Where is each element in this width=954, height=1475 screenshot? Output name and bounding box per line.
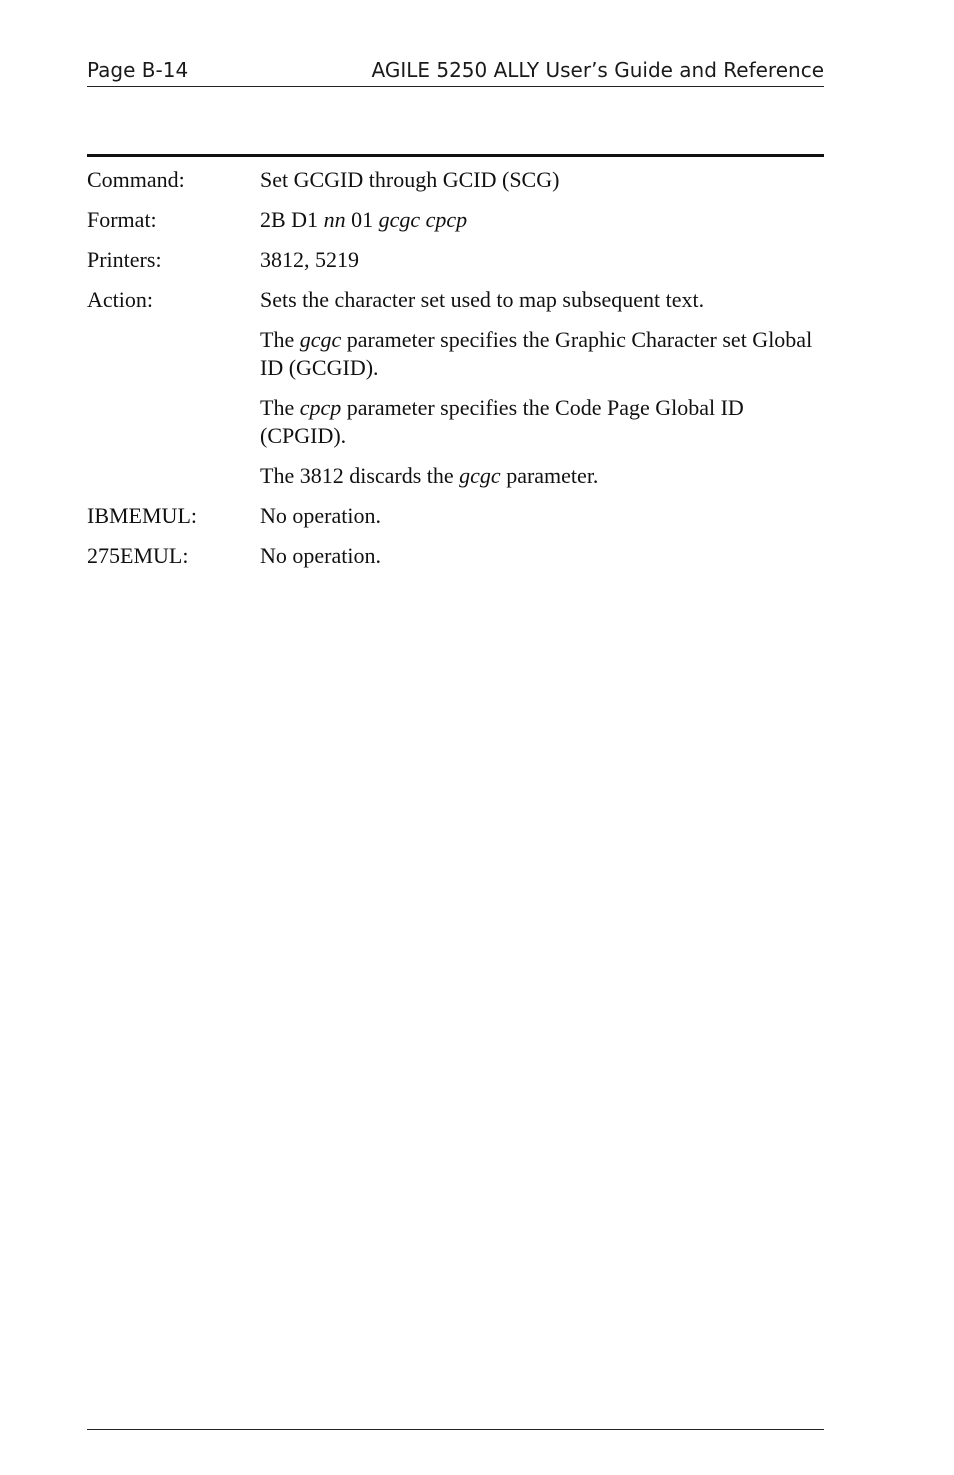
275emul-label: 275EMUL:: [87, 543, 189, 568]
action-paragraph-3: [260, 394, 824, 450]
printers-value: 3812, 5219: [260, 247, 359, 272]
action-p2-start: The: [260, 327, 300, 352]
format-param-cpcp: cpcp: [425, 207, 468, 232]
format-label: Format:: [87, 207, 157, 232]
action-paragraph-1: Sets the character set used to map subsequent text.: [260, 287, 705, 312]
action-description: [260, 286, 824, 490]
document-title: AGILE 5250 ALLY User’s Guide and Reference: [371, 58, 824, 82]
format-prefix: 2B D1: [260, 207, 324, 232]
page-header: [87, 58, 824, 86]
action-p3-start: The: [260, 395, 300, 420]
format-param-nn: nn: [323, 207, 346, 232]
command-value: Set GCGID through GCID (SCG): [260, 167, 560, 192]
command-entry: [87, 166, 824, 582]
action-row: [87, 286, 824, 490]
footer-divider: [87, 1429, 824, 1430]
format-value: [260, 206, 824, 234]
action-paragraph-2: [260, 326, 824, 382]
ibmemul-label: IBMEMUL:: [87, 503, 197, 528]
command-label: Command:: [87, 167, 185, 192]
ibmemul-row: [87, 502, 824, 530]
275emul-value: No operation.: [260, 543, 381, 568]
ibmemul-value: No operation.: [260, 503, 381, 528]
format-middle: 01: [345, 207, 379, 232]
page-number: Page B-14: [87, 58, 189, 82]
header-divider: [87, 86, 824, 87]
printers-label: Printers:: [87, 247, 162, 272]
action-p3-end: parameter specifies the Code Page Global ID (CPGID).: [260, 395, 744, 448]
section-top-rule: [87, 154, 824, 157]
action-p4-param: gcgc: [459, 463, 501, 488]
format-row: [87, 206, 824, 234]
275emul-row: [87, 542, 824, 570]
action-p2-param: gcgc: [299, 327, 342, 352]
action-p2-end: parameter specifies the Graphic Character set Global ID (GCGID).: [260, 327, 813, 380]
command-row: [87, 166, 824, 194]
action-label: Action:: [87, 287, 153, 312]
printers-row: [87, 246, 824, 274]
action-paragraph-4: [260, 462, 824, 490]
action-p3-param: cpcp: [299, 395, 342, 420]
action-p4-start: The 3812 discards the: [260, 463, 460, 488]
format-param-gcgc: gcgc: [378, 207, 421, 232]
action-p4-end: parameter.: [500, 463, 599, 488]
